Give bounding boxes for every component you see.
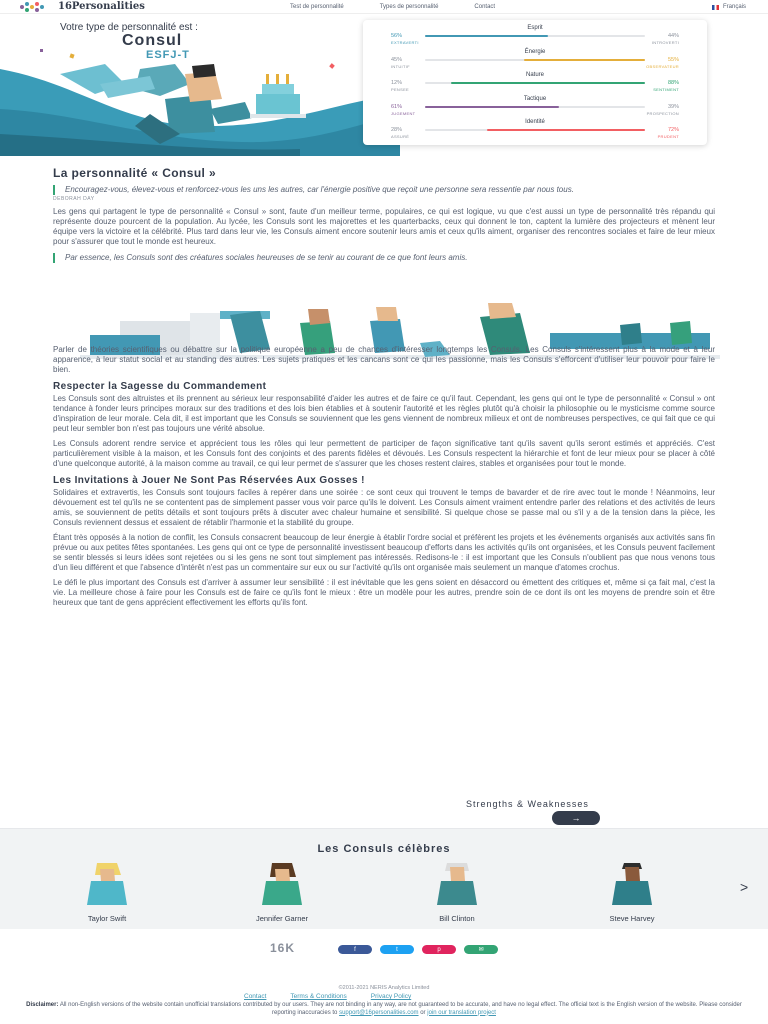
next-section-arrow-button[interactable] (552, 811, 600, 825)
trait-row[interactable] (373, 24, 697, 48)
article-paragraph: Solidaires et extravertis, les Consuls sont toujours faciles à repérer dans une soirée : ce sont ceux qui trouvent le temps de bavarder et de rire avec tout le monde ! Néanmoins, leur dévouement est tel qu'ils ne se contentent pas de simplement passer vous voir parce qu'ils le doivent. Les Consuls aiment vraiment entendre parler des relations et des activités de leurs amis, se souviennent de petits détails et sont toujours prêts à discuter avec chaleur humaine et sensibilité. Si quelque chose se passe mal ou s'il y a de la tension dans la pièce, les Consuls reviennent dessus et essaient de rétablir l'harmonie et la stabilité du groupe. (53, 488, 715, 527)
footer-link-terms[interactable]: Terms & Conditions (290, 993, 347, 1000)
trait-name: Nature (525, 72, 544, 78)
trait-bar-fill (524, 59, 645, 61)
trait-right-label: PRUDENT (657, 134, 679, 139)
trait-left-percent: 56% (391, 33, 403, 39)
trait-right-label: PROSPECTION (646, 110, 679, 116)
famous-person-name: Steve Harvey (609, 914, 655, 923)
person-avatar-illustration (602, 861, 662, 905)
arrow-right-icon: → (571, 813, 581, 823)
top-navigation (0, 0, 768, 14)
article-title: La personnalité « Consul » (53, 166, 217, 180)
disclaimer (16, 1002, 752, 1017)
quote-text: Par essence, les Consuls sont des créatures sociales heureuses de se tenir au courant de ce que font leurs amis. (65, 253, 468, 262)
trait-bar (425, 82, 645, 84)
article-paragraph: Étant très opposés à la notion de conflit, les Consuls consacrent beaucoup de leur énergie à établir l'ordre social et préfèrent les projets et les événements organisés aux activités sans fin prévue ou aux petites fêtes spontanées. Les gens qui ont ce type de personnalité investissent beaucoup d'efforts dans les activités qu'ils ont organisées, et les Consuls peuvent facilement se sentir blessés si leurs idées sont rejetées ou si les gens ne sont tout simplement pas intéressés. Redisons-le : il est important que les Consuls n'oublient pas que nous venons tous d'un lieu différent et que l'absence d'intérêt n'est pas un commentaire sur eux ou sur l'activité qu'ils ont organisée mais seulement un manque d'atomes crochus. (53, 533, 715, 572)
person-avatar-illustration (252, 861, 312, 905)
trait-bar-fill (451, 82, 645, 84)
trait-bar-fill (487, 129, 645, 131)
famous-person-name: Jennifer Garner (255, 914, 309, 923)
next-section-label[interactable]: Strengths & Weaknesses (466, 799, 589, 809)
footer-link-privacy[interactable]: Privacy Policy (370, 993, 412, 1000)
quote-block (53, 185, 715, 195)
famous-person-card[interactable] (407, 861, 507, 923)
trait-right-percent: 88% (667, 80, 679, 86)
quote-block (53, 253, 715, 263)
language-label: Français (722, 4, 746, 10)
facebook-icon: f (354, 946, 356, 953)
section-heading: Les Invitations à Jouer Ne Sont Pas Réservées Aux Gosses ! (53, 475, 365, 486)
quote-author: DEBORAH DAY (53, 196, 95, 202)
trait-right-percent: 55% (667, 56, 679, 63)
article-paragraph: Les gens qui partagent le type de personnalité « Consul » sont, faute d'un meilleur terme, populaires, ce qui est logique, vu que c'est aussi un type de personnalité très répandu qui représente douze pourcent de la population. Au lycée, les Consuls sont les majorettes et les quarterbacks, ceux qui donnent le ton, captent la lumière des projecteurs et mènent leur équipe vers la victoire et la célébrité. Plus tard dans leur vie, les Consuls aiment encore soutenir leurs amis et ceux qu'ils aiment, organiser des rencontres sociales et faire de leur mieux pour s'assurer que tout le monde est heureux. (53, 207, 715, 246)
trait-row[interactable] (373, 118, 697, 142)
trait-left-label: EXTRAVERTI (391, 40, 419, 45)
person-avatar-illustration (427, 861, 487, 905)
trait-name: Tactique (523, 95, 547, 102)
famous-consuls-section (0, 829, 768, 929)
pinterest-share-button[interactable] (422, 945, 456, 954)
trait-name: Énergie (524, 48, 546, 55)
section-heading: Respecter la Sagesse du Commandement (53, 381, 267, 392)
trait-scores-card (363, 20, 707, 145)
article-paragraph: Le défi le plus important des Consuls est d'arriver à assumer leur sensibilité : il est inévitable que les gens soient en désaccord ou émettent des critiques et, même si ça fait mal, c'est la vie. La meilleure chose à faire pour les Consuls est de faire ce qu'ils font le mieux : être un modèle pour les autres, prendre soin de ce dont ils ont les moyens de prendre soin et être heureux que tant de gens apprécient effectivement les efforts qu'ils font. (53, 578, 715, 607)
famous-person-card[interactable] (232, 861, 332, 923)
trait-name: Esprit (527, 25, 543, 31)
famous-person-name: Taylor Swift (87, 914, 127, 923)
nav-link-types[interactable]: Types de personnalité (379, 4, 439, 10)
person-avatar-illustration (77, 861, 137, 905)
translation-project-link[interactable]: join our translation project (427, 1009, 496, 1016)
trait-left-label: ASSURÉ (391, 134, 410, 139)
trait-right-percent: 72% (667, 127, 679, 133)
trait-left-label: PENSEE (391, 87, 410, 92)
trait-left-label: JUGEMENT (391, 110, 416, 116)
pinterest-icon: p (437, 946, 441, 953)
footer-link-contact[interactable]: Contact (244, 993, 267, 1000)
quote-text: Encouragez-vous, élevez-vous et renforcez-vous les uns les autres, car l'énergie positive que reçoit une personne sera ressentie par nous tous. (65, 185, 574, 194)
share-count: 16K (270, 941, 296, 955)
trait-row[interactable] (373, 48, 697, 72)
trait-right-percent: 44% (667, 33, 679, 39)
email-icon: ✉ (478, 947, 484, 953)
trait-bar-fill (425, 35, 548, 37)
logo-dots-icon (20, 2, 54, 12)
trait-row[interactable] (373, 95, 697, 119)
trait-bar (425, 129, 645, 131)
article-paragraph: Les Consuls adorent rendre service et apprécient tous les rôles qui leur permettent de participer de façon significative tant qu'ils savent qu'ils seront estimés et appréciés. C'est particulièrement visible à la maison, et les Consuls font des conjoints et des parents fidèles et dévoués. Les Consuls respectent la hiérarchie et font de leur mieux pour se placer à côté d'une quelconque autorité, à la maison comme au travail, ce qui leur permet de s'assurer que les choses restent claires, stables et organisées pour tout le monde. (53, 439, 715, 468)
copyright-text: ©2011-2021 NERIS Analytics Limited (338, 985, 430, 991)
email-share-button[interactable] (464, 945, 498, 954)
famous-person-card[interactable] (57, 861, 157, 923)
support-email-link[interactable]: support@16personalities.com (339, 1009, 419, 1016)
disclaimer-or: or (420, 1009, 426, 1016)
logo-text: 16Personalities (58, 1, 145, 12)
carousel-next-icon[interactable]: > (740, 879, 749, 895)
logo[interactable] (20, 1, 145, 12)
twitter-icon: t (396, 946, 398, 953)
trait-bar-fill (425, 106, 559, 108)
trait-right-label: INTROVERTI (651, 40, 679, 45)
trait-left-percent: 61% (391, 103, 403, 110)
trait-bar (425, 106, 645, 108)
article-paragraph: Les Consuls sont des altruistes et ils prennent au sérieux leur responsabilité d'aider les autres et de faire ce qu'il faut. Cependant, les gens qui ont le type de personnalité « Consul » ont tendance à fonder leurs principes moraux sur des traditions et des lois bien établies et à soutenir l'autorité et les règles plutôt qu'à choisir la philosophie ou le mysticisme comme source d'inspiration de leur morale. Cela dit, il est important que les Consuls se souviennent que les gens viennent de nombreux milieux et ont de nombreuses perspectives, ce qui fait que ce qui peut leur sembler bon n'est pas toujours une vérité absolue. (53, 394, 715, 433)
famous-person-card[interactable] (582, 861, 682, 923)
famous-section-title: Les Consuls célèbres (317, 843, 451, 855)
language-selector[interactable] (712, 0, 746, 14)
trait-right-percent: 39% (667, 103, 679, 110)
trait-right-label: SENTIMENT (653, 87, 679, 92)
facebook-share-button[interactable] (338, 945, 372, 954)
footer-links (244, 993, 411, 1000)
trait-row[interactable] (373, 71, 697, 95)
nav-links (290, 0, 495, 14)
disclaimer-text: All non-English versions of the website contain unofficial translations contributed by our users. They are not binding in any way, are not guaranteed to be accurate, and have no legal effect. The official text is the English version of the website. Please consider reporting inaccuracies to (59, 1002, 742, 1016)
trait-name: Identité (525, 119, 545, 125)
flag-fr-icon (712, 5, 719, 10)
disclaimer-label: Disclaimer: (26, 1002, 59, 1008)
nav-link-contact[interactable]: Contact (474, 4, 496, 10)
article-paragraph: Parler de théories scientifiques ou débattre sur la politique européenne a peu de chances d'intéresser longtemps les Consuls. Les Consuls s'intéressent plus à la mode et à leur apparence, à leur statut social et au standing des autres. Les sujets pratiques et les cancans sont ce qui les passionne, mais les Consuls s'efforcent d'utiliser leur pouvoir pour faire le bien. (53, 345, 715, 374)
trait-left-percent: 12% (391, 80, 403, 86)
personality-type-code: ESFJ-T (146, 49, 190, 61)
trait-right-label: OBSERVATEUR (646, 63, 679, 69)
nav-link-test[interactable]: Test de personnalité (290, 4, 344, 10)
twitter-share-button[interactable] (380, 945, 414, 954)
hero-intro-text: Votre type de personnalité est : (60, 22, 198, 33)
trait-bar (425, 35, 645, 37)
trait-bar (425, 59, 645, 61)
trait-left-label: INTUITIF (391, 63, 410, 69)
famous-person-name: Bill Clinton (439, 914, 475, 923)
article-content (53, 166, 715, 608)
trait-left-percent: 45% (391, 56, 403, 63)
trait-left-percent: 28% (391, 127, 403, 133)
personality-type-name: Consul (122, 32, 183, 49)
